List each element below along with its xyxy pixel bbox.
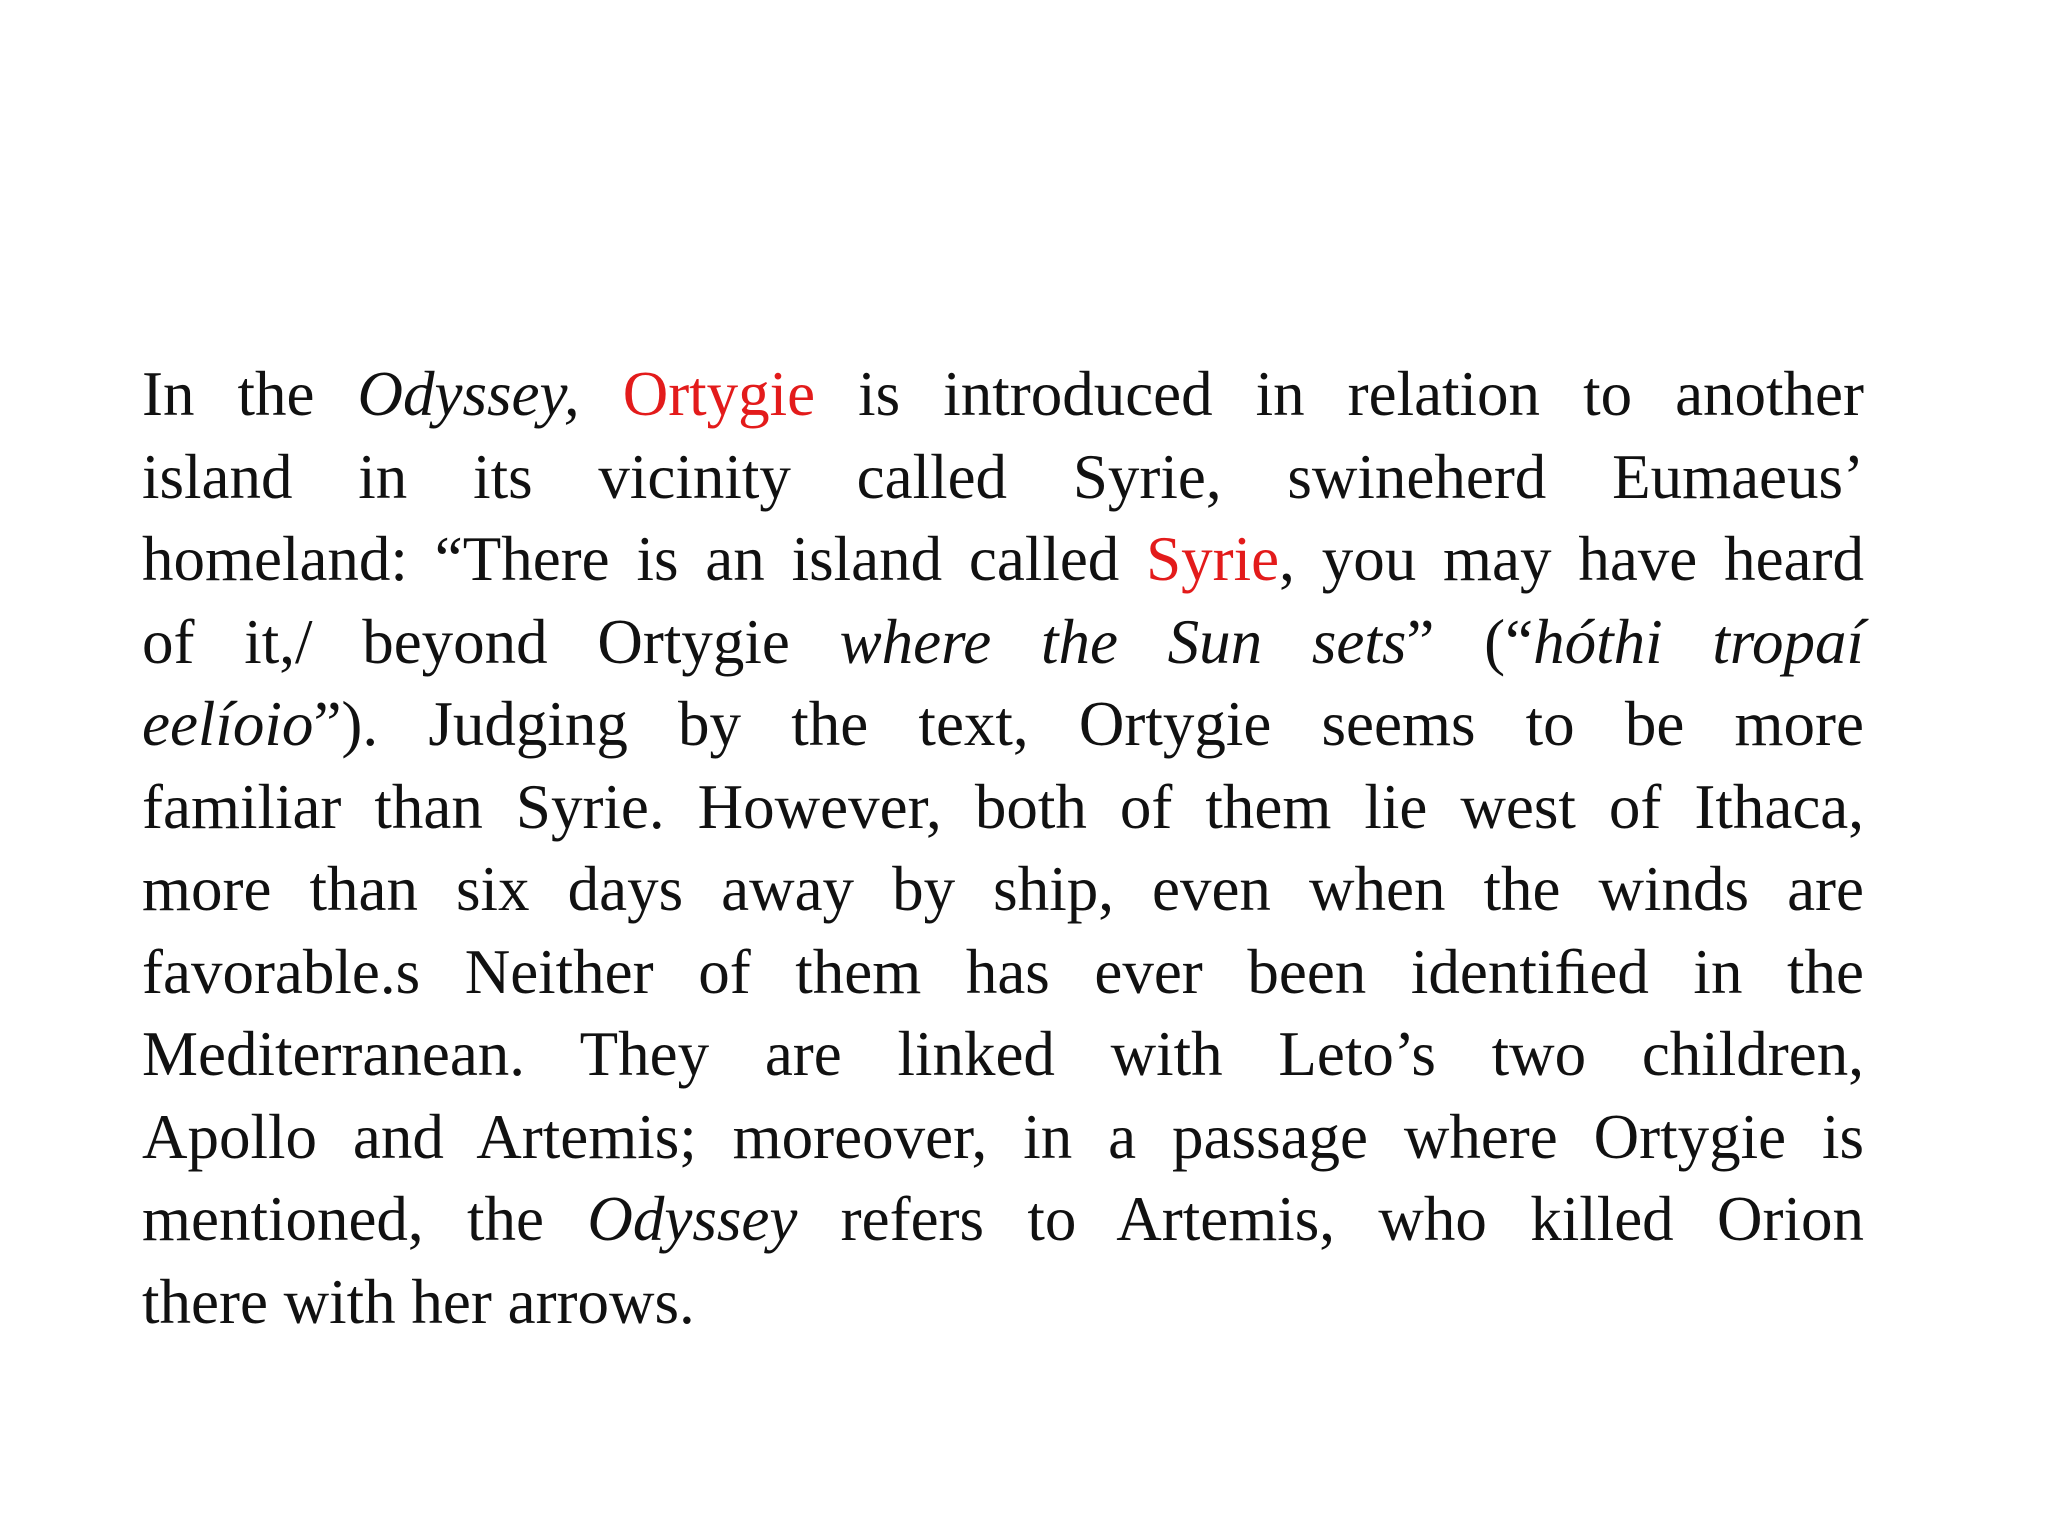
italic-title-odyssey: Odyssey [587, 1184, 798, 1254]
italic-greek-phrase: hóthi tropaí [1533, 606, 1865, 677]
text-run: Apollo and Artemis; moreover, in a passage where Ortygie is [142, 1101, 1864, 1172]
text-line-3 [142, 518, 1864, 601]
text-run: more than six days away by ship, even when the winds are [142, 854, 1864, 924]
text-line-10 [142, 1096, 1864, 1179]
text-line-12 [142, 1261, 1864, 1344]
text-line-8 [142, 931, 1864, 1014]
body-paragraph [142, 353, 1864, 1343]
text-line-7 [142, 848, 1864, 931]
text-run: mentioned, the [142, 1184, 588, 1254]
text-run: Mediterranean. They are linked with Leto’s two children, [142, 1019, 1864, 1089]
text-run: there with her arrows. [142, 1266, 695, 1337]
italic-greek-phrase: eelíoio [142, 689, 314, 759]
highlight-syrie: Syrie [1146, 524, 1280, 594]
text-run [580, 359, 623, 429]
text-run: In the [142, 359, 358, 429]
text-line-2 [142, 436, 1864, 519]
text-run: homeland: “There is an island called [142, 524, 1147, 594]
text-run: ” (“ [1406, 606, 1534, 677]
text-run: of it,/ beyond Ortygie [142, 606, 840, 677]
text-run: favorable.s Neither of them has ever been identiﬁed in the [142, 936, 1864, 1007]
text-line-5 [142, 683, 1864, 766]
text-line-1 [142, 353, 1864, 436]
text-run: familiar than Syrie. However, both of them lie west of Ithaca, [142, 771, 1864, 842]
text-line-4 [142, 601, 1864, 684]
italic-title-odyssey: Odyssey, [357, 359, 580, 429]
text-run: refers to Artemis, who killed Orion [797, 1184, 1865, 1254]
text-line-11 [142, 1178, 1864, 1261]
text-line-6 [142, 766, 1864, 849]
italic-phrase: where the Sun sets [839, 606, 1407, 677]
text-run: island in its vicinity called Syrie, swineherd Eumaeus’ [142, 441, 1864, 512]
highlight-ortygie: Ortygie [622, 359, 816, 429]
text-line-9 [142, 1013, 1864, 1096]
text-run: , you may have heard [1279, 524, 1864, 594]
text-run: ”). Judging by the text, Ortygie seems to be more [313, 689, 1864, 759]
text-run: is introduced in relation to another [815, 359, 1865, 429]
